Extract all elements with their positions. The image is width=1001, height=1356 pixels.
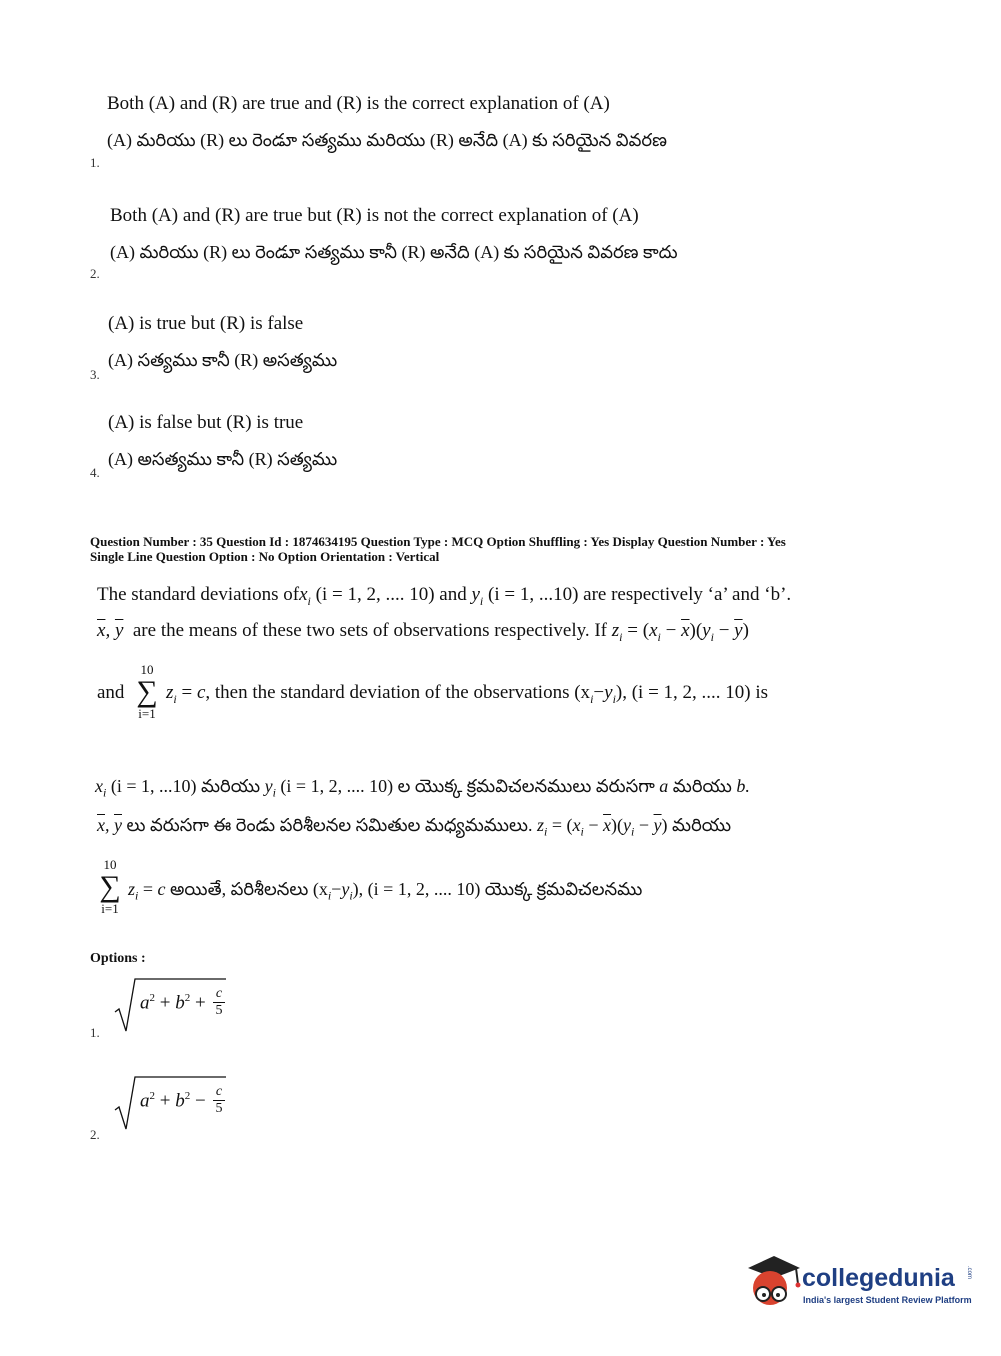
- collegedunia-logo: [740, 1250, 970, 1312]
- question-en-line2: $\overline{x}$, $\overline{y}$ are the means of these two sets of observations respectively. If $z_i = (x_i - \overline{x})(y_i - \overline{y})$: [97, 620, 749, 644]
- question-meta-line1: Question Number : 35 Question Id : 1874634195 Question Type : MCQ Option Shuffling : Yes Display Question Number : Yes: [90, 534, 786, 549]
- prev-option-2-en: Both (A) and (R) are true but (R) is not the correct explanation of (A): [110, 205, 639, 226]
- logo-name: collegedunia: [802, 1264, 955, 1292]
- option-2-number: 2.: [90, 1127, 100, 1142]
- prev-option-2-number: 2.: [90, 266, 100, 281]
- prev-option-3-te: (A) సత్యము కానీ (R) అసత్యము: [108, 350, 338, 370]
- prev-option-4-te: (A) అసత్యము కానీ (R) సత్యము: [108, 449, 338, 469]
- question-te-line1: $x_i$ (i = 1, ...10) మరియు $y_i$ (i = 1, 2, .... 10) ల యొక్క క్రమవిచలనములు వరుసగా a మరియు b.: [95, 776, 750, 800]
- question-te-line2: $\overline{x}$, $\overline{y}$ లు వరుసగా ఈ రెండు పరిశీలనల సమితుల మధ్యమములు. $z_i = (x_i - \overline{x})(y_i - \overline{y})$ మరియు: [97, 815, 732, 839]
- option-1-number: 1.: [90, 1025, 100, 1040]
- options-label: Options :: [90, 951, 146, 966]
- prev-option-3-number: 3.: [90, 367, 100, 382]
- option-1-formula: $a^2 + b^2$ + c 5: [113, 976, 228, 1034]
- question-en-line1: The standard deviations ofx$_i$ (i = 1, 2, .... 10) and $y_i$ (i = 1, ...10) are respectively ‘a’ and ‘b’.: [97, 584, 792, 608]
- prev-option-2-te: (A) మరియు (R) లు రెండూ సత్యము కానీ (R) అనేది (A) కు సరియైన వివరణ కాదు: [110, 242, 678, 262]
- prev-option-4-number: 4.: [90, 465, 100, 480]
- question-en-line3: $z_i = c$, then the standard deviation of the observations $(x_i-y_i)$, (i = 1, 2, .... 10) is: [166, 682, 769, 706]
- logo-suffix: .com: [966, 1266, 972, 1280]
- prev-option-1-te: (A) మరియు (R) లు రెండూ సత్యము మరియు (R) అనేది (A) కు సరియైన వివరణ: [107, 130, 667, 150]
- mascot-icon: [740, 1250, 802, 1312]
- question-en-and: and: [97, 682, 125, 703]
- prev-option-1-en: Both (A) and (R) are true and (R) is the correct explanation of (A): [107, 93, 610, 114]
- question-meta-line2: Single Line Question Option : No Option Orientation : Vertical: [90, 549, 440, 564]
- prev-option-4-en: (A) is false but (R) is true: [108, 412, 304, 433]
- prev-option-1-number: 1.: [90, 155, 100, 170]
- question-en-summation: 10 ∑ i=1: [136, 662, 158, 721]
- question-te-line3: $z_i = c$ అయితే, పరిశీలనలు $(x_i-y_i)$, (i = 1, 2, .... 10) యొక్క క్రమవిచలనము: [128, 879, 643, 903]
- logo-tagline: India's largest Student Review Platform: [803, 1295, 972, 1305]
- question-te-summation: 10 ∑ i=1: [99, 857, 121, 916]
- option-2-formula: $a^2 + b^2$ − c 5: [113, 1074, 228, 1132]
- prev-option-3-en: (A) is true but (R) is false: [108, 313, 304, 334]
